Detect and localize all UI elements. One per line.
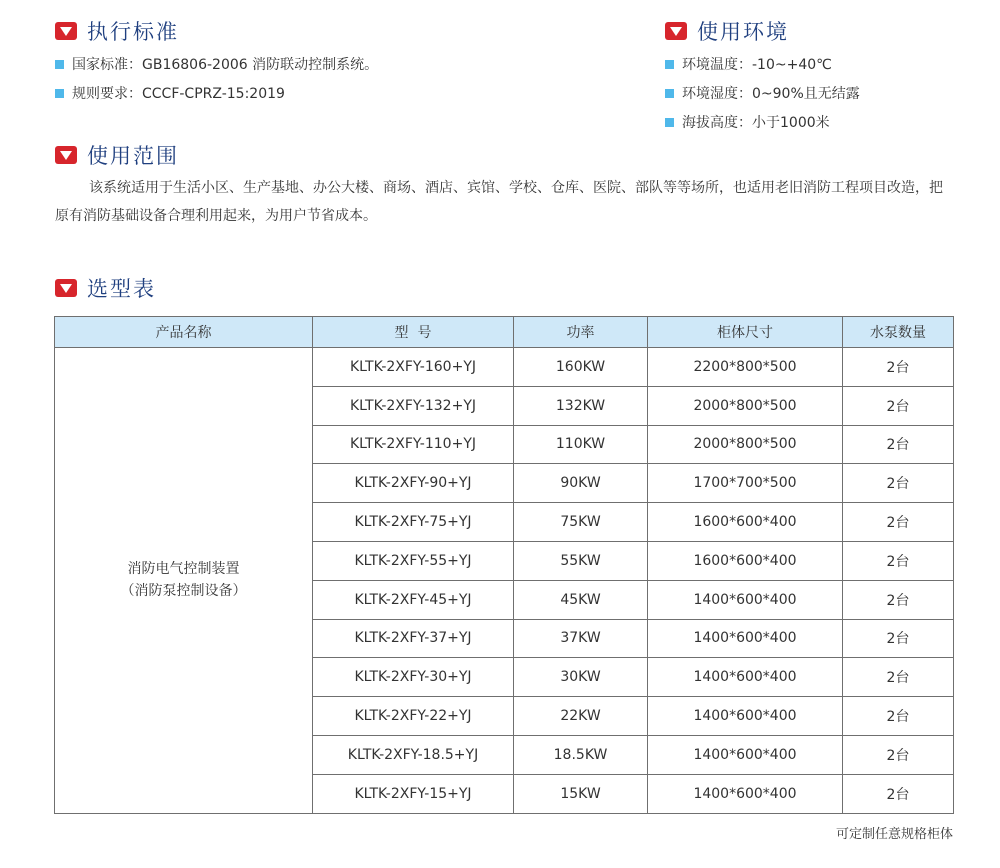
list-item-text: 海拔高度：小于1000米: [682, 115, 830, 131]
scope-paragraph: 该系统适用于生活小区、生产基地、办公大楼、商场、酒店、宾馆、学校、仓库、医院、部队等等场所，也适用老旧消防工程项目改造，把原有消防基础设备合理利用起来，为用户节省成本。: [55, 180, 943, 224]
cabinet-size-cell: 1600*600*400: [648, 541, 843, 580]
square-bullet-icon: [665, 60, 674, 69]
model-cell: KLTK-2XFY-45+YJ: [313, 580, 514, 619]
selection-table: [54, 316, 954, 814]
power-cell: 18.5KW: [514, 735, 648, 774]
section-header-selection: [55, 273, 156, 303]
model-cell: KLTK-2XFY-18.5+YJ: [313, 735, 514, 774]
cabinet-size-cell: 1600*600*400: [648, 503, 843, 542]
section-title: 使用范围: [87, 144, 179, 168]
table-header-row: [55, 317, 954, 348]
power-cell: 110KW: [514, 425, 648, 464]
table-row: [55, 348, 954, 387]
list-item-text: 国家标准：GB16806-2006 消防联动控制系统。: [72, 57, 379, 73]
product-name-cell: [55, 348, 313, 814]
list-item: [665, 54, 832, 74]
pump-count-cell: 2台: [843, 386, 954, 425]
section-title: 执行标准: [87, 20, 179, 44]
column-header-power: 功率: [514, 317, 648, 348]
pump-count-cell: 2台: [843, 658, 954, 697]
section-header-scope: [55, 140, 179, 170]
model-cell: KLTK-2XFY-30+YJ: [313, 658, 514, 697]
cabinet-size-cell: 1400*600*400: [648, 619, 843, 658]
custom-note: 可定制任意规格柜体: [835, 827, 953, 842]
down-triangle-icon: [55, 146, 77, 164]
power-cell: 37KW: [514, 619, 648, 658]
column-header-pump-count: 水泵数量: [843, 317, 954, 348]
model-cell: KLTK-2XFY-132+YJ: [313, 386, 514, 425]
model-cell: KLTK-2XFY-15+YJ: [313, 774, 514, 813]
section-title: 选型表: [87, 277, 156, 301]
power-cell: 15KW: [514, 774, 648, 813]
power-cell: 90KW: [514, 464, 648, 503]
pump-count-cell: 2台: [843, 348, 954, 387]
list-item-text: 环境温度：-10~+40℃: [682, 57, 832, 73]
cabinet-size-cell: 1400*600*400: [648, 697, 843, 736]
pump-count-cell: 2台: [843, 735, 954, 774]
model-cell: KLTK-2XFY-90+YJ: [313, 464, 514, 503]
section-header-environment: [665, 16, 789, 46]
square-bullet-icon: [55, 89, 64, 98]
cabinet-size-cell: 2200*800*500: [648, 348, 843, 387]
down-triangle-icon: [665, 22, 687, 40]
power-cell: 45KW: [514, 580, 648, 619]
power-cell: 75KW: [514, 503, 648, 542]
column-header-model: 型 号: [313, 317, 514, 348]
pump-count-cell: 2台: [843, 774, 954, 813]
list-item: [55, 54, 378, 74]
cabinet-size-cell: 1700*700*500: [648, 464, 843, 503]
power-cell: 30KW: [514, 658, 648, 697]
power-cell: 132KW: [514, 386, 648, 425]
power-cell: 22KW: [514, 697, 648, 736]
product-name-subline: （消防泵控制设备）: [120, 583, 247, 600]
pump-count-cell: 2台: [843, 619, 954, 658]
model-cell: KLTK-2XFY-160+YJ: [313, 348, 514, 387]
cabinet-size-cell: 1400*600*400: [648, 658, 843, 697]
section-title: 使用环境: [697, 20, 789, 44]
product-name-line: 消防电气控制装置: [127, 561, 240, 578]
column-header-product-name: 产品名称: [55, 317, 313, 348]
list-item-text: 环境湿度：0~90%且无结露: [682, 86, 860, 102]
cabinet-size-cell: 1400*600*400: [648, 774, 843, 813]
cabinet-size-cell: 1400*600*400: [648, 735, 843, 774]
model-cell: KLTK-2XFY-75+YJ: [313, 503, 514, 542]
pump-count-cell: 2台: [843, 541, 954, 580]
cabinet-size-cell: 1400*600*400: [648, 580, 843, 619]
power-cell: 55KW: [514, 541, 648, 580]
list-item-text: 规则要求：CCCF-CPRZ-15:2019: [72, 86, 285, 102]
model-cell: KLTK-2XFY-22+YJ: [313, 697, 514, 736]
cabinet-size-cell: 2000*800*500: [648, 386, 843, 425]
model-cell: KLTK-2XFY-110+YJ: [313, 425, 514, 464]
square-bullet-icon: [665, 118, 674, 127]
model-cell: KLTK-2XFY-55+YJ: [313, 541, 514, 580]
list-item: [55, 83, 285, 103]
list-item: [665, 112, 830, 132]
column-header-cabinet-size: 柜体尺寸: [648, 317, 843, 348]
down-triangle-icon: [55, 279, 77, 297]
model-cell: KLTK-2XFY-37+YJ: [313, 619, 514, 658]
pump-count-cell: 2台: [843, 503, 954, 542]
pump-count-cell: 2台: [843, 425, 954, 464]
down-triangle-icon: [55, 22, 77, 40]
pump-count-cell: 2台: [843, 464, 954, 503]
pump-count-cell: 2台: [843, 697, 954, 736]
square-bullet-icon: [55, 60, 64, 69]
list-item: [665, 83, 860, 103]
section-header-standards: [55, 16, 179, 46]
square-bullet-icon: [665, 89, 674, 98]
power-cell: 160KW: [514, 348, 648, 387]
cabinet-size-cell: 2000*800*500: [648, 425, 843, 464]
pump-count-cell: 2台: [843, 580, 954, 619]
